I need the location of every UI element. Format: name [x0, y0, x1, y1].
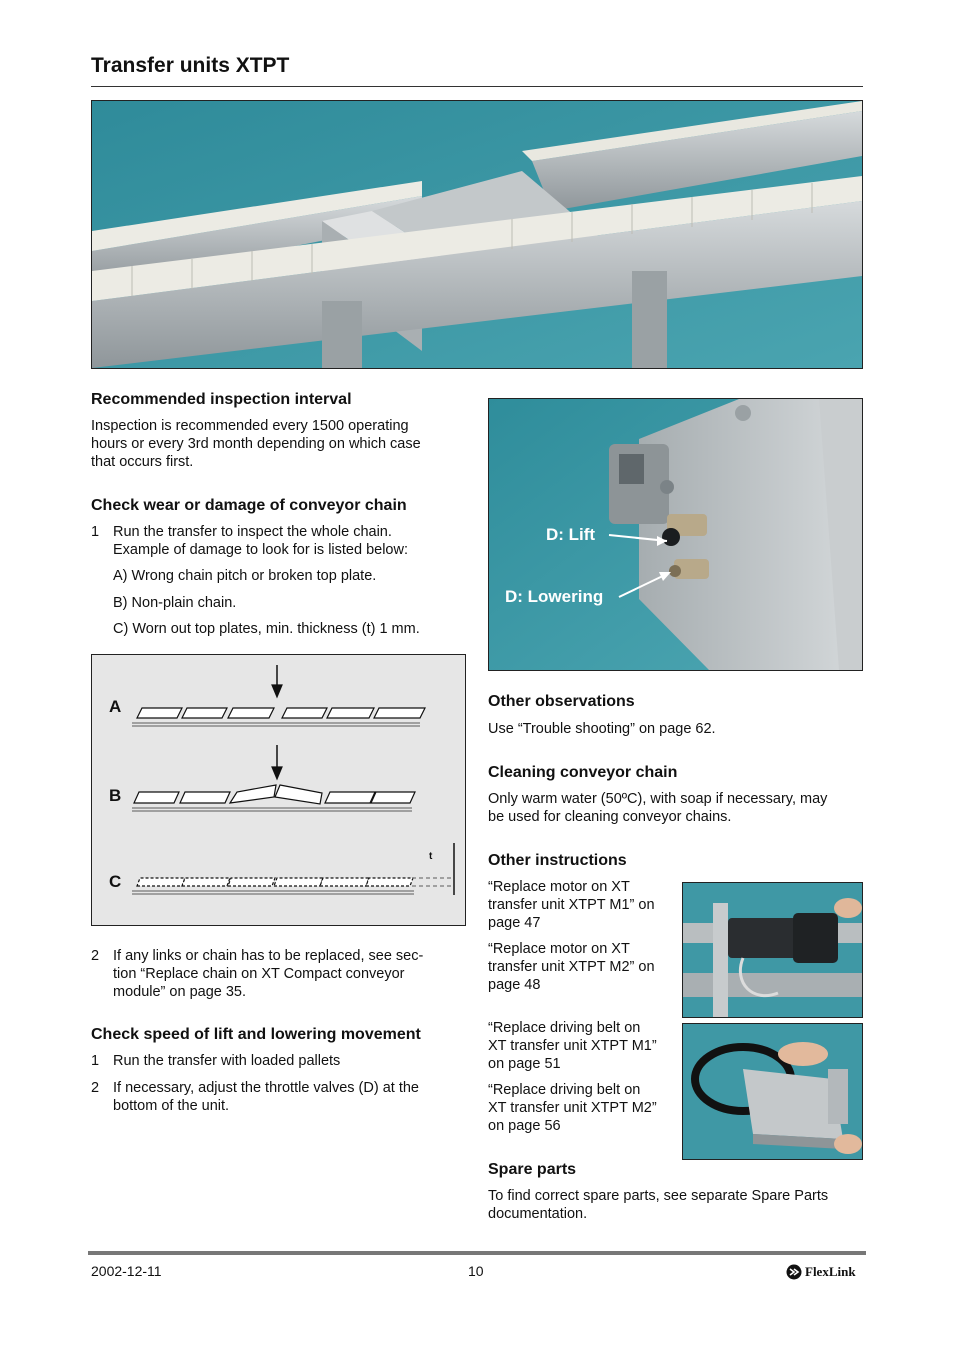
- driving-belt-photo: [682, 1023, 863, 1160]
- wear-heading: Check wear or damage of conveyor chain: [91, 497, 407, 514]
- arrow-b: [272, 767, 282, 779]
- step-line: Run the transfer with loaded pallets: [113, 1053, 341, 1069]
- spare-text: [488, 1187, 828, 1223]
- damage-item-b: B) Non-plain chain.: [113, 595, 237, 611]
- throttle-valve-photo: [488, 398, 863, 671]
- brand-name: FlexLink: [805, 1264, 856, 1279]
- wear-step-1: [91, 523, 471, 563]
- page-title: Transfer units XTPT: [91, 54, 290, 77]
- step-line: Example of damage to look for is listed below:: [113, 542, 408, 558]
- instruction-ref: [488, 1081, 657, 1135]
- inspection-heading: Recommended inspection interval: [91, 391, 352, 408]
- inspection-text: [91, 417, 421, 471]
- ref-line: on page 51: [488, 1056, 561, 1072]
- callout-lowering: D: Lowering: [505, 587, 604, 606]
- ref-line: XT transfer unit XTPT M1”: [488, 1038, 657, 1054]
- step-number: 2: [91, 1080, 100, 1096]
- ref-line: XT transfer unit XTPT M2”: [488, 1100, 657, 1116]
- title-divider: [91, 86, 863, 87]
- step-line: module” on page 35.: [113, 984, 247, 1000]
- spare-line: documentation.: [488, 1206, 588, 1222]
- spare-heading: Spare parts: [488, 1161, 577, 1178]
- step-line: bottom of the unit.: [113, 1098, 230, 1114]
- ref-line: “Replace driving belt on: [488, 1020, 641, 1036]
- step-line: If any links or chain has to be replaced, see sec-: [113, 948, 424, 964]
- diagram-label-a: A: [109, 697, 122, 716]
- ref-line: transfer unit XTPT M1” on: [488, 897, 655, 913]
- motor-photo: [682, 882, 863, 1018]
- damage-item-a: A) Wrong chain pitch or broken top plate.: [113, 568, 377, 584]
- arrow-a: [272, 685, 282, 697]
- flexlink-logo-icon: [786, 1264, 802, 1280]
- instructions-heading: Other instructions: [488, 852, 627, 869]
- ref-line: page 47: [488, 915, 541, 931]
- step-number: 1: [91, 1053, 100, 1069]
- chain-damage-diagram: [91, 654, 466, 926]
- speed-step-2: [91, 1079, 471, 1119]
- ref-line: “Replace motor on XT: [488, 941, 630, 957]
- flexlink-logo: [786, 1264, 856, 1280]
- callout-lift: D: Lift: [546, 525, 596, 544]
- step-number: 1: [91, 524, 100, 540]
- step-number: 2: [91, 948, 100, 964]
- cleaning-line: be used for cleaning conveyor chains.: [488, 809, 732, 825]
- ref-line: page 48: [488, 977, 541, 993]
- diagram-label-c: C: [109, 872, 122, 891]
- inspection-line: hours or every 3rd month depending on which case: [91, 436, 421, 452]
- step-line: tion “Replace chain on XT Compact conveyor: [113, 966, 405, 982]
- speed-step-1: [91, 1052, 471, 1072]
- cleaning-line: Only warm water (50ºC), with soap if necessary, may: [488, 791, 828, 807]
- ref-line: transfer unit XTPT M2” on: [488, 959, 655, 975]
- footer-date: 2002-12-11: [91, 1263, 162, 1279]
- diagram-label-b: B: [109, 786, 122, 805]
- ref-line: “Replace motor on XT: [488, 879, 630, 895]
- step-line: If necessary, adjust the throttle valves (D) at the: [113, 1080, 419, 1096]
- instruction-ref: [488, 940, 655, 994]
- spare-line: To find correct spare parts, see separate Spare Parts: [488, 1188, 829, 1204]
- page-number: 10: [468, 1263, 484, 1279]
- ref-line: on page 56: [488, 1118, 561, 1134]
- thickness-mark: t: [429, 851, 433, 862]
- inspection-line: that occurs first.: [91, 454, 194, 470]
- instruction-ref: [488, 1019, 657, 1073]
- wear-step-2: [91, 947, 471, 1003]
- cleaning-text: [488, 790, 827, 826]
- footer-divider: [88, 1251, 866, 1255]
- inspection-line: Inspection is recommended every 1500 operating: [91, 418, 409, 434]
- conveyor-photo: [91, 100, 863, 369]
- instruction-ref: [488, 878, 655, 932]
- observations-heading: Other observations: [488, 693, 635, 710]
- observations-text: Use “Trouble shooting” on page 62.: [488, 721, 716, 737]
- damage-item-c: C) Worn out top plates, min. thickness (t) 1 mm.: [113, 621, 420, 637]
- cleaning-heading: Cleaning conveyor chain: [488, 764, 678, 781]
- ref-line: “Replace driving belt on: [488, 1082, 641, 1098]
- step-line: Run the transfer to inspect the whole chain.: [113, 524, 392, 540]
- speed-heading: Check speed of lift and lowering movement: [91, 1026, 421, 1043]
